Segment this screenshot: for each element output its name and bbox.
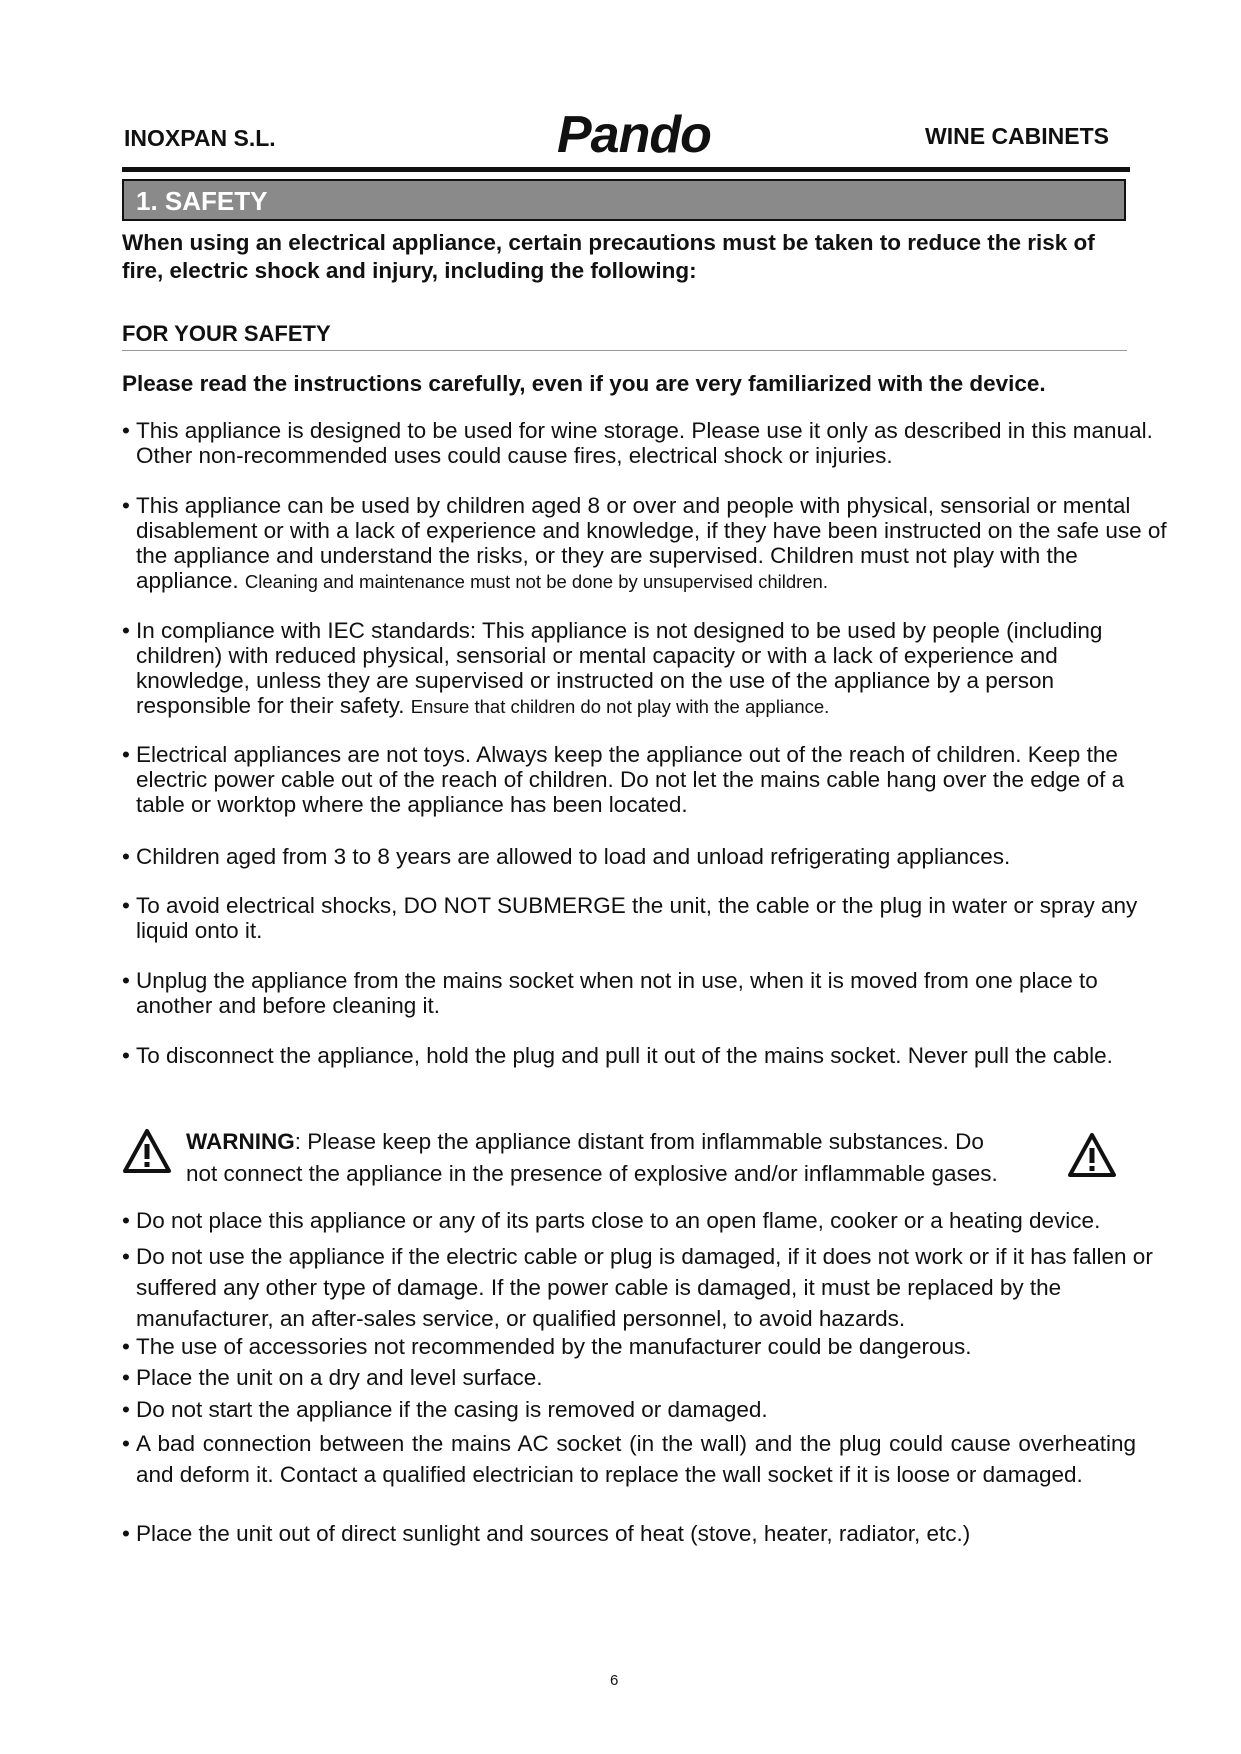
list-item xyxy=(122,618,1172,719)
section-title: 1. SAFETY xyxy=(136,186,268,216)
list-item xyxy=(122,742,1172,817)
list-item-text: Unplug the appliance from the mains socket when not in use, when it is moved from one place to another and before cleaning it. xyxy=(136,968,1098,1018)
list-item xyxy=(122,1334,1172,1359)
list-item-text: Children aged from 3 to 8 years are allowed to load and unload refrigerating appliances. xyxy=(136,844,1011,869)
bullet-mark: • xyxy=(122,893,130,918)
bullet-mark: • xyxy=(122,418,130,443)
list-item xyxy=(122,844,1172,869)
list-item xyxy=(122,1521,1172,1546)
bullet-mark: • xyxy=(122,1208,130,1233)
warning-triangle-icon xyxy=(122,1128,172,1174)
read-instructions-notice: Please read the instructions carefully, even if you are very familiarized with the device. xyxy=(122,371,1046,396)
list-item xyxy=(122,1397,1172,1422)
subheading-divider xyxy=(122,350,1127,351)
list-item xyxy=(122,1365,1172,1390)
bullet-mark: • xyxy=(122,1365,130,1390)
list-item-text: To avoid electrical shocks, DO NOT SUBMERGE the unit, the cable or the plug in water or spray any liquid onto it. xyxy=(136,893,1138,943)
list-item-note: Cleaning and maintenance must not be done by unsupervised children. xyxy=(244,571,828,592)
bullet-mark: • xyxy=(122,1431,130,1456)
intro-paragraph: When using an electrical appliance, certain precautions must be taken to reduce the risk of fire, electric shock and injury, including the following: xyxy=(122,230,1095,283)
list-item xyxy=(122,1428,1172,1490)
list-item xyxy=(122,493,1172,594)
warning-text xyxy=(186,1126,998,1190)
list-item xyxy=(122,1208,1172,1233)
bullet-mark: • xyxy=(122,742,130,767)
product-category: WINE CABINETS xyxy=(925,123,1109,149)
warning-triangle-icon xyxy=(1067,1132,1117,1178)
list-item-text: Do not start the appliance if the casing is removed or damaged. xyxy=(136,1397,768,1422)
list-item-text: This appliance can be used by children aged 8 or over and people with physical, sensorial or mental disablement or with a lack of experience and knowledge, if they have been instructed on the safe use of the appliance and understand the risks, or they are supervised. Children must not play with the appliance. xyxy=(136,493,1167,593)
list-item-text: This appliance is designed to be used for wine storage. Please use it only as described in this manual. Other non-recommended uses could cause fires, electrical shock or injuries. xyxy=(136,418,1153,468)
list-item xyxy=(122,968,1172,1018)
page-header xyxy=(122,100,1125,166)
subheading: FOR YOUR SAFETY xyxy=(122,321,331,346)
list-item-text: To disconnect the appliance, hold the plug and pull it out of the mains socket. Never pull the cable. xyxy=(136,1043,1113,1068)
list-item-text: Do not place this appliance or any of its parts close to an open flame, cooker or a heating device. xyxy=(136,1208,1101,1233)
bullet-mark: • xyxy=(122,844,130,869)
section-heading-bar xyxy=(122,179,1126,221)
list-item-text: In compliance with IEC standards: This appliance is not designed to be used by people (including children) with reduced physical, sensorial or mental capacity or with a lack of experience and knowledge, unless they are supervised or instructed on the use of the appliance by a person responsible for their safety. xyxy=(136,618,1103,718)
bullet-mark: • xyxy=(122,1244,130,1269)
list-item xyxy=(122,893,1172,943)
list-item-note: Ensure that children do not play with the appliance. xyxy=(410,696,830,717)
list-item xyxy=(122,1241,1172,1334)
warning-line-1: : Please keep the appliance distant from inflammable substances. Do xyxy=(294,1129,984,1154)
list-item-text: Electrical appliances are not toys. Always keep the appliance out of the reach of children. Keep the electric power cable out of the reach of children. Do not let the mains cable hang over the edge of a table or worktop where the appliance has been located. xyxy=(136,742,1125,817)
bullet-mark: • xyxy=(122,1521,130,1546)
bullet-mark: • xyxy=(122,1043,130,1068)
list-item-text: Place the unit on a dry and level surface. xyxy=(136,1365,543,1390)
company-name: INOXPAN S.L. xyxy=(124,125,276,151)
header-divider xyxy=(122,167,1130,172)
bullet-mark: • xyxy=(122,618,130,643)
list-item-text: Place the unit out of direct sunlight and sources of heat (stove, heater, radiator, etc.) xyxy=(136,1521,971,1546)
brand-logo: Pando xyxy=(557,106,711,164)
bullet-mark: • xyxy=(122,1397,130,1422)
list-item xyxy=(122,418,1172,468)
bullet-mark: • xyxy=(122,968,130,993)
warning-label: WARNING xyxy=(186,1129,295,1154)
bullet-mark: • xyxy=(122,493,130,518)
list-item-text: Do not use the appliance if the electric cable or plug is damaged, if it does not work or if it has fallen or suffered any other type of damage. If the power cable is damaged, it must be replaced by the manufacturer, an after-sales service, or qualified personnel, to avoid hazards. xyxy=(136,1244,1153,1331)
page-number: 6 xyxy=(610,1672,619,1689)
warning-line-2: not connect the appliance in the presence of explosive and/or inflammable gases. xyxy=(186,1161,998,1186)
bullet-mark: • xyxy=(122,1334,130,1359)
list-item-text: A bad connection between the mains AC socket (in the wall) and the plug could cause overheating and deform it. Contact a qualified electrician to replace the wall socket if it is loose or damaged. xyxy=(136,1431,1136,1487)
warning-box xyxy=(122,1126,1132,1196)
list-item-text: The use of accessories not recommended by the manufacturer could be dangerous. xyxy=(136,1334,972,1359)
list-item xyxy=(122,1043,1172,1068)
